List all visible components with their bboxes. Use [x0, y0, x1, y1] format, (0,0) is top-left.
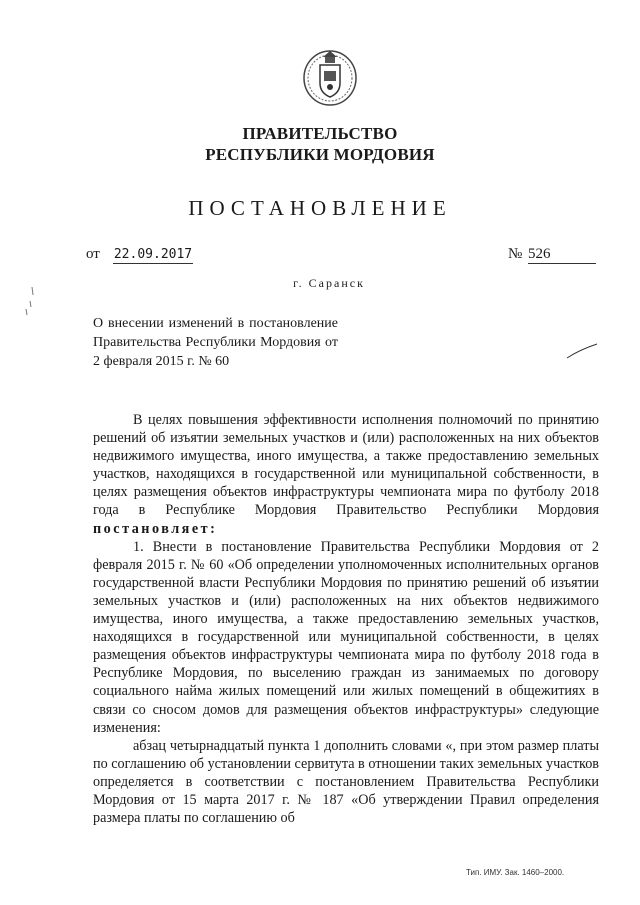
coat-of-arms-emblem [301, 45, 359, 107]
preamble-text: В целях повышения эффективности исполнения полномочий по принятию решений об изъятии земельных участков и (или) расположенных на них объектов недвижимого имущества, иного имущества, а также предоставлению земельных участков, находящихся в государственной или муниципальной собственности, в целях размещения объектов инфраструктуры чемпионата мира по футболу 2018 года в Республике Мордовия Правительство Республики Мордовия [93, 412, 599, 519]
paragraph-amendment: абзац четырнадцатый пункта 1 дополнить словами «, при этом размер платы по соглашению об установлении сервитута в отношении таких земельных участков определяется в соответствии с постановлением Правительства Республики Мордовия от 15 марта 2017 г. № 187 «Об утверждении Правил определения размера платы по соглашению об [93, 737, 599, 827]
date-prefix: от [86, 246, 100, 262]
city: г. Саранск [293, 276, 365, 290]
document-type: ПОСТАНОВЛЕНИЕ [188, 196, 452, 220]
pen-mark [565, 340, 599, 360]
print-footer: Тип. ИМУ. Зак. 1460–2000. [466, 868, 565, 877]
document-number [528, 246, 596, 264]
document-date: 22.09.2017 [113, 247, 193, 262]
government-title-line1: ПРАВИТЕЛЬСТВО [242, 124, 398, 143]
scan-speck-marks [18, 285, 38, 325]
document-body [93, 411, 599, 827]
government-title-line2: РЕСПУБЛИКИ МОРДОВИЯ [205, 145, 435, 164]
paragraph-preamble [93, 411, 599, 538]
document-subject: О внесении изменений в постановление Правительства Республики Мордовия от 2 февраля 2015 г. № 60 [93, 316, 338, 369]
resolve-word: постановляет: [93, 520, 218, 537]
document-number-value: 526 [528, 246, 551, 262]
paragraph-item-1: 1. Внести в постановление Правительства Республики Мордовия от 2 февраля 2015 г. № 60 «Об определении уполномоченных исполнительных органов государственной власти Республики Мордовия по принятию решений об изъятии земельных участков и (или) расположенных на них объектов недвижимого имущества, иного имущества, а также предоставлению земельных участков, находящихся в государственной или муниципальной собственности, в целях размещения объектов инфраструктуры чемпионата мира по футболу 2018 года в Республике Мордовия, по выселению граждан из занимаемых по договору социального найма жилых помещений или жилых помещений в общежитиях в связи со сносом домов для размещения объектов инфраструктуры» следующие изменения: [93, 538, 599, 736]
number-prefix: № [508, 246, 523, 262]
